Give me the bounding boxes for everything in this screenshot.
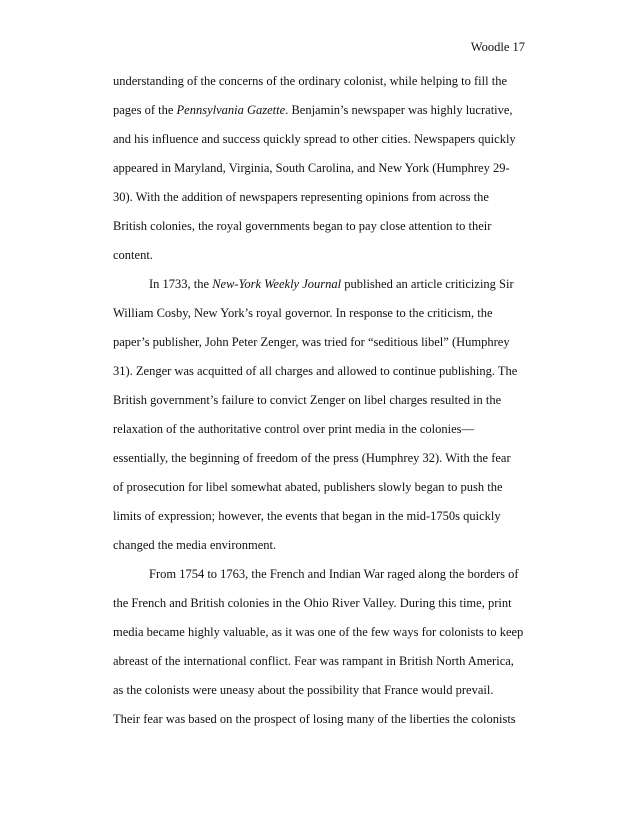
italic-title: New-York Weekly Journal xyxy=(212,277,342,291)
text-line xyxy=(113,625,523,640)
text-run: media became highly valuable, as it was one of the few ways for colonists to keep xyxy=(113,625,524,639)
text-run: and his influence and success quickly spread to other cities. Newspapers quickly xyxy=(113,132,516,146)
text-run: British colonies, the royal governments began to pay close attention to their xyxy=(113,219,492,233)
text-line xyxy=(113,335,510,350)
text-run: essentially, the beginning of freedom of the press (Humphrey 32). With the fear xyxy=(113,451,511,465)
text-run: as the colonists were uneasy about the possibility that France would prevail. xyxy=(113,683,494,697)
text-line xyxy=(113,103,513,118)
text-line xyxy=(113,132,516,147)
text-run: pages of the xyxy=(113,103,177,117)
text-run: relaxation of the authoritative control over print media in the colonies— xyxy=(113,422,474,436)
text-line xyxy=(113,393,501,408)
text-run: paper’s publisher, John Peter Zenger, was tried for “seditious libel” (Humphrey xyxy=(113,335,510,349)
text-run: 31). Zenger was acquitted of all charges and allowed to continue publishing. The xyxy=(113,364,518,378)
text-line xyxy=(113,306,493,321)
text-line xyxy=(113,538,276,553)
running-header: Woodle 17 xyxy=(470,40,525,54)
text-run: of prosecution for libel somewhat abated, publishers slowly began to push the xyxy=(113,480,503,494)
text-line xyxy=(113,74,507,89)
text-line xyxy=(113,219,491,234)
text-line xyxy=(113,190,489,205)
text-line xyxy=(113,422,474,437)
text-line xyxy=(113,509,501,524)
text-run: changed the media environment. xyxy=(113,538,277,552)
text-line xyxy=(113,567,519,582)
text-run: published an article criticizing Sir xyxy=(341,277,514,291)
text-run: content. xyxy=(113,248,153,262)
text-line xyxy=(113,277,514,292)
text-line xyxy=(113,683,493,698)
text-run: abreast of the international conflict. Fear was rampant in British North America, xyxy=(113,654,514,668)
text-line xyxy=(113,364,517,379)
text-run: 30). With the addition of newspapers representing opinions from across the xyxy=(113,190,489,204)
italic-title: Pennsylvania Gazette xyxy=(176,103,286,117)
text-run: limits of expression; however, the events that began in the mid-1750s quickly xyxy=(113,509,501,523)
text-run: the French and British colonies in the Ohio River Valley. During this time, print xyxy=(113,596,512,610)
text-line xyxy=(113,596,512,611)
text-line xyxy=(113,451,511,466)
text-line xyxy=(113,654,514,669)
text-run: In 1733, the xyxy=(149,277,213,291)
text-run: Their fear was based on the prospect of losing many of the liberties the colonists xyxy=(113,712,516,726)
text-line xyxy=(113,712,516,727)
text-run: William Cosby, New York’s royal governor. In response to the criticism, the xyxy=(113,306,493,320)
text-run: appeared in Maryland, Virginia, South Carolina, and New York (Humphrey 29- xyxy=(113,161,510,175)
text-line xyxy=(113,480,503,495)
text-line xyxy=(113,161,510,176)
text-run: British government’s failure to convict Zenger on libel charges resulted in the xyxy=(113,393,502,407)
text-run: From 1754 to 1763, the French and Indian War raged along the borders of xyxy=(149,567,519,581)
text-run: understanding of the concerns of the ordinary colonist, while helping to fill the xyxy=(113,74,508,88)
text-run: . Benjamin’s newspaper was highly lucrative, xyxy=(285,103,513,117)
text-line xyxy=(113,248,153,263)
